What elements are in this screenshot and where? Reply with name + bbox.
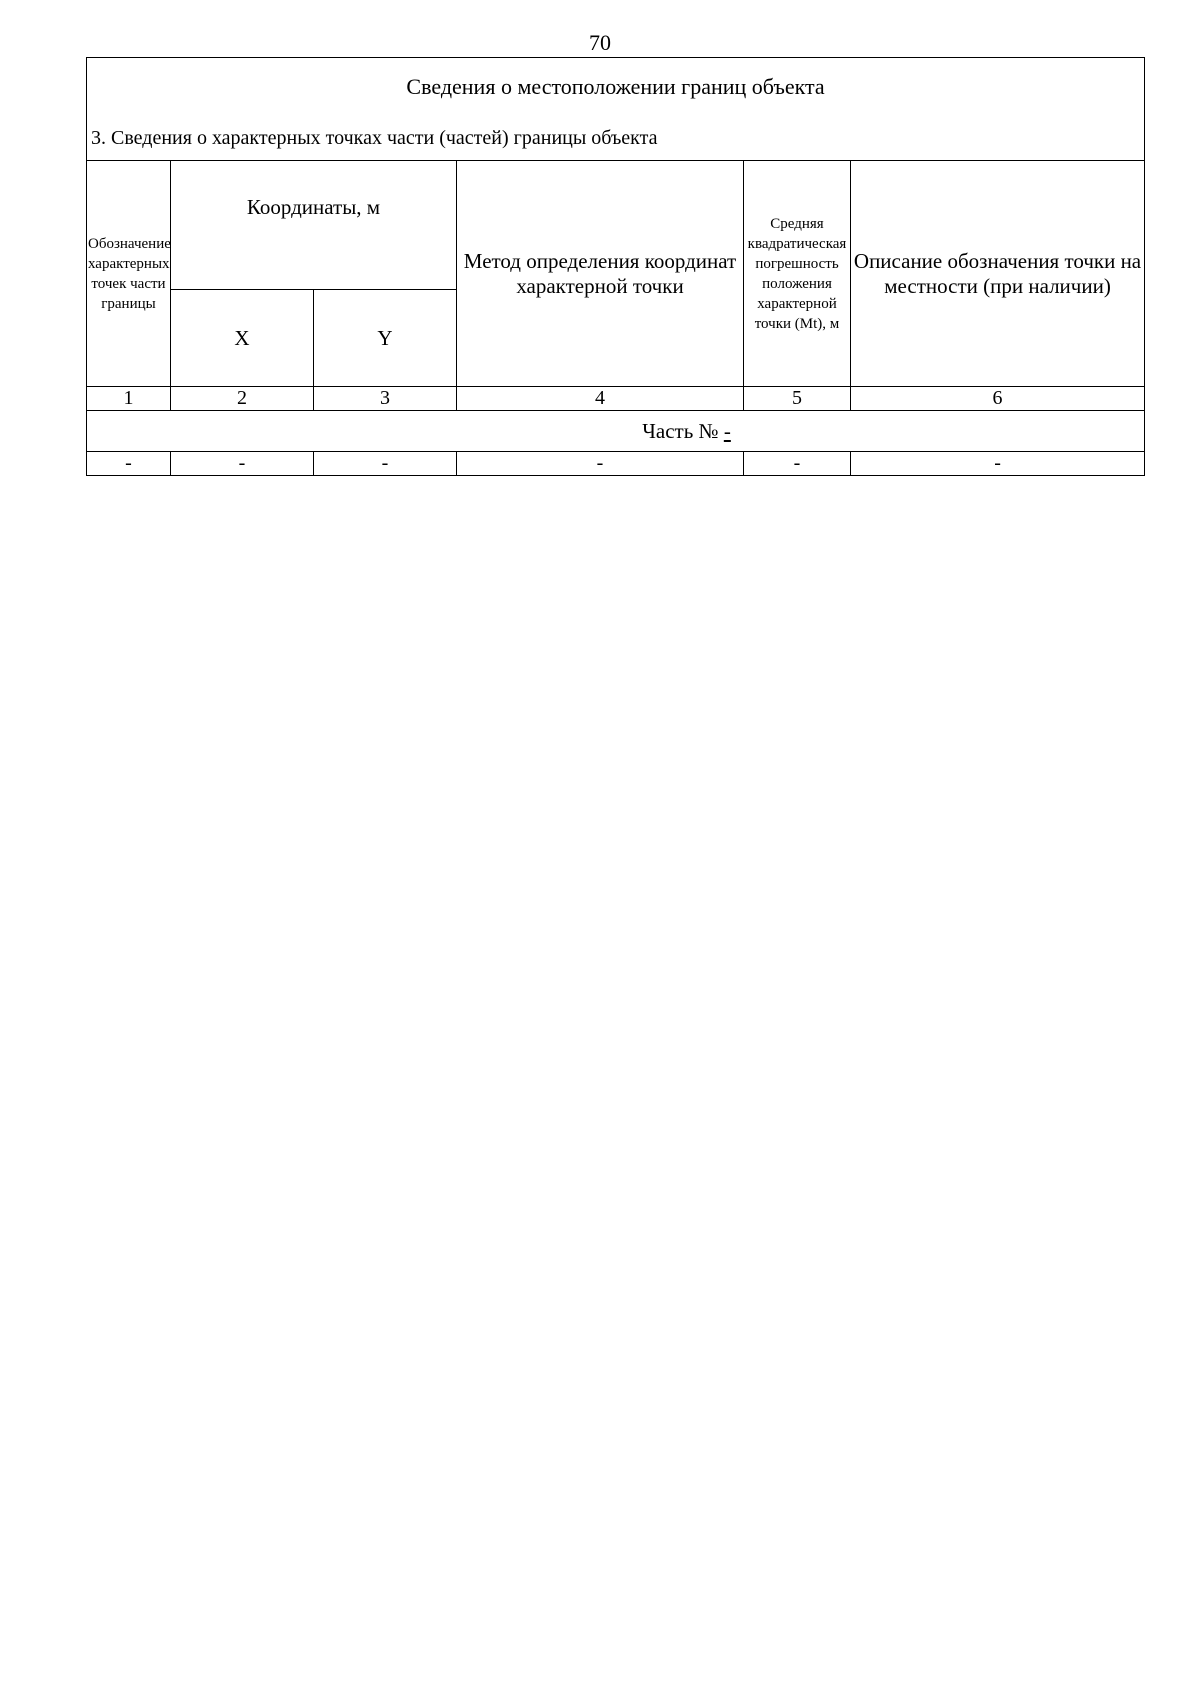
header-method: Метод определения координат характерной точки (457, 161, 744, 387)
column-number: 5 (744, 387, 851, 411)
boundary-points-table (86, 57, 1145, 476)
header-point-designation: Обозначение характерных точек части границы (87, 161, 171, 387)
cell-x: - (171, 452, 314, 476)
section-heading: 3. Сведения о характерных точках части (частей) границы объекта (87, 116, 1145, 161)
cell-description: - (851, 452, 1145, 476)
part-cell (87, 411, 1145, 452)
table-row (87, 452, 1145, 476)
cell-designation: - (87, 452, 171, 476)
header-mean-error: Средняя квадратическая погрешность положения характерной точки (Mt), м (744, 161, 851, 387)
column-number: 6 (851, 387, 1145, 411)
header-coordinates: Координаты, м (171, 161, 457, 290)
table-title: Сведения о местоположении границ объекта (87, 58, 1145, 117)
part-label: Часть № (642, 418, 719, 443)
cell-method: - (457, 452, 744, 476)
header-description: Описание обозначения точки на местности (при наличии) (851, 161, 1145, 387)
part-number: - (723, 418, 731, 443)
column-number: 2 (171, 387, 314, 411)
page-number: 70 (589, 30, 611, 55)
column-number: 1 (87, 387, 171, 411)
cell-y: - (314, 452, 457, 476)
part-row (87, 411, 1145, 452)
cell-error: - (744, 452, 851, 476)
column-number: 3 (314, 387, 457, 411)
header-y: Y (314, 290, 457, 387)
header-x: X (171, 290, 314, 387)
column-number: 4 (457, 387, 744, 411)
column-number-row (87, 387, 1145, 411)
